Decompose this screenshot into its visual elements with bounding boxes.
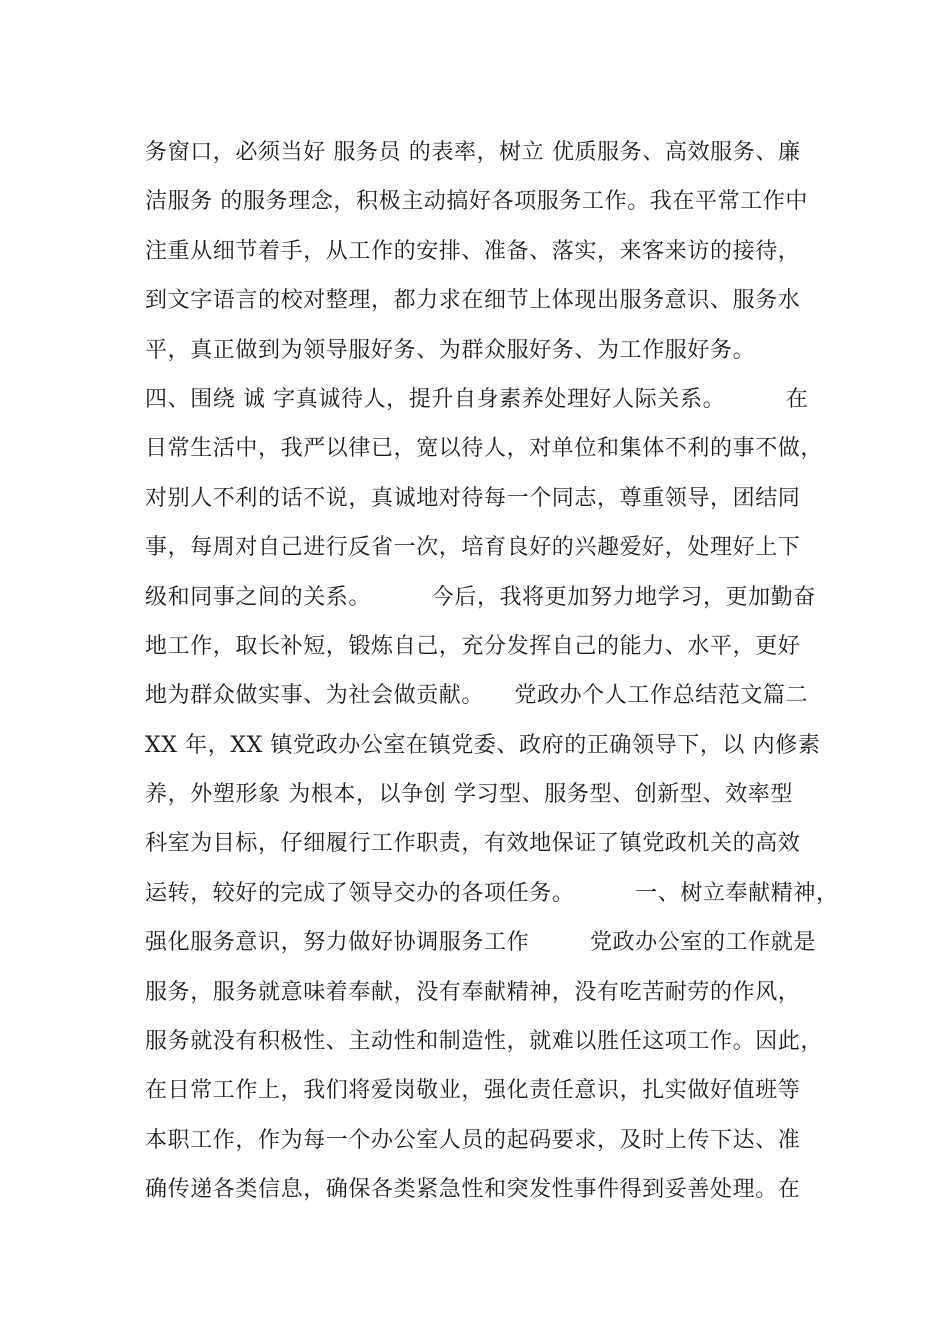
text-line: 强化服务意识，努力做好协调服务工作 党政办公室的工作就是 [145, 930, 816, 956]
text-line: 确传递各类信息，确保各类紧急性和突发性事件得到妥善处理。在 [145, 1177, 801, 1203]
text-line: 四、围绕 诚 字真诚待人，提升自身素养处理好人际关系。 在 [145, 386, 809, 412]
text-line: 科室为目标，仔细履行工作职责，有效地保证了镇党政机关的高效 [145, 831, 801, 857]
text-line: 洁服务 的服务理念，积极主动搞好各项服务工作。我在平常工作中 [145, 189, 808, 215]
text-line: 日常生活中，我严以律已，宽以待人，对单位和集体不利的事不做， [145, 436, 824, 462]
text-line: 平，真正做到为领导服好务、为群众服好务、为工作服好务。 [145, 337, 756, 363]
text-line: 运转，较好的完成了领导交办的各项任务。 一、树立奉献精神， [145, 880, 839, 906]
text-line: 对别人不利的话不说，真诚地对待每一个同志，尊重领导，团结同 [145, 485, 801, 511]
text-line: XX 年，XX 镇党政办公室在镇党委、政府的正确领导下，以 内修素 [145, 732, 821, 758]
text-line: 级和同事之间的关系。 今后，我将更加努力地学习，更加勤奋 [145, 584, 816, 610]
text-line: 服务，服务就意味着奉献，没有奉献精神，没有吃苦耐劳的作风， [145, 979, 801, 1005]
text-line: 到文字语言的校对整理，都力求在细节上体现出服务意识、服务水 [145, 288, 801, 314]
text-line: 事，每周对自己进行反省一次，培育良好的兴趣爱好，处理好上下 [145, 535, 801, 561]
text-line: 注重从细节着手，从工作的安排、准备、落实，来客来访的接待， [145, 238, 801, 264]
text-line: 养，外塑形象 为根本，以争创 学习型、服务型、创新型、效率型 [145, 782, 793, 808]
text-line: 地工作，取长补短，锻炼自己，充分发挥自己的能力、水平，更好 [145, 633, 801, 659]
text-line: 地为群众做实事、为社会做贡献。 党政办个人工作总结范文篇二 [145, 683, 809, 709]
text-line: 务窗口，必须当好 服务员 的表率，树立 优质服务、高效服务、廉 [145, 140, 801, 165]
body-text [145, 131, 845, 1218]
text-line: 在日常工作上，我们将爱岗敬业，强化责任意识，扎实做好值班等 [145, 1078, 801, 1104]
text-line: 服务就没有积极性、主动性和制造性，就难以胜任这项工作。因此， [145, 1029, 824, 1055]
text-line: 本职工作，作为每一个办公室人员的起码要求，及时上传下达、准 [145, 1127, 801, 1153]
